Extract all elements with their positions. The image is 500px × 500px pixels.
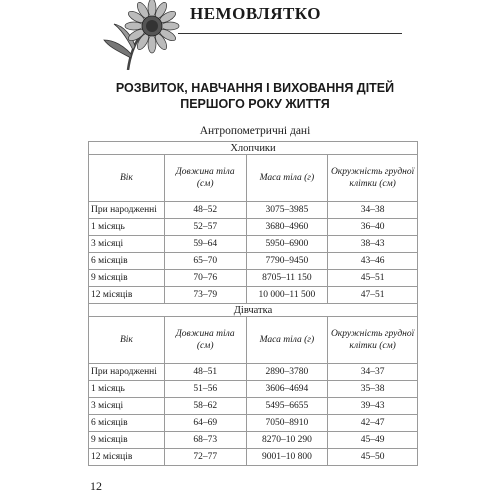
sunflower-icon (100, 0, 180, 70)
cell-chest: 39–43 (328, 398, 418, 415)
table-row (89, 381, 418, 398)
cell-age: 1 місяць (89, 219, 165, 236)
cell-age: При народженні (89, 202, 165, 219)
table-row (89, 202, 418, 219)
table-row (89, 449, 418, 466)
table-row (89, 398, 418, 415)
column-header-chest: Окружність грудної клітки (см) (328, 317, 418, 364)
column-header-row (89, 317, 418, 364)
table-row (89, 270, 418, 287)
column-header-weight: Маса тіла (г) (246, 155, 328, 202)
table-row (89, 432, 418, 449)
column-header-length: Довжина тіла (см) (164, 317, 246, 364)
cell-length: 48–52 (164, 202, 246, 219)
cell-weight: 5495–6655 (246, 398, 328, 415)
cell-length: 72–77 (164, 449, 246, 466)
section-title (90, 80, 420, 112)
cell-length: 68–73 (164, 432, 246, 449)
cell-length: 73–79 (164, 287, 246, 304)
cell-chest: 43–46 (328, 253, 418, 270)
cell-chest: 38–43 (328, 236, 418, 253)
cell-chest: 45–51 (328, 270, 418, 287)
table-row (89, 364, 418, 381)
table-row (89, 236, 418, 253)
table-row (89, 287, 418, 304)
cell-chest: 47–51 (328, 287, 418, 304)
cell-weight: 5950–6900 (246, 236, 328, 253)
section-title-line-2: ПЕРШОГО РОКУ ЖИТТЯ (180, 97, 330, 111)
cell-age: 3 місяці (89, 398, 165, 415)
cell-weight: 8270–10 290 (246, 432, 328, 449)
cell-chest: 36–40 (328, 219, 418, 236)
cell-weight: 3606–4694 (246, 381, 328, 398)
table-row (89, 219, 418, 236)
cell-chest: 45–49 (328, 432, 418, 449)
table-row (89, 253, 418, 270)
group-name: Хлопчики (89, 142, 418, 155)
group-name: Дівчатка (89, 304, 418, 317)
section-title-line-1: РОЗВИТОК, НАВЧАННЯ І ВИХОВАННЯ ДІТЕЙ (115, 81, 395, 95)
cell-chest: 42–47 (328, 415, 418, 432)
cell-length: 51–56 (164, 381, 246, 398)
cell-length: 58–62 (164, 398, 246, 415)
cell-age: 12 місяців (89, 449, 165, 466)
cell-weight: 9001–10 800 (246, 449, 328, 466)
cell-chest: 34–38 (328, 202, 418, 219)
cell-age: 1 місяць (89, 381, 165, 398)
column-header-age: Вік (89, 155, 165, 202)
table-row (89, 415, 418, 432)
column-header-chest: Окружність грудної клітки (см) (328, 155, 418, 202)
column-header-length: Довжина тіла (см) (164, 155, 246, 202)
cell-weight: 10 000–11 500 (246, 287, 328, 304)
column-header-row (89, 155, 418, 202)
cell-chest: 45–50 (328, 449, 418, 466)
cell-age: При народженні (89, 364, 165, 381)
cell-age: 6 місяців (89, 253, 165, 270)
group-header-row (89, 142, 418, 155)
column-header-weight: Маса тіла (г) (246, 317, 328, 364)
cell-chest: 35–38 (328, 381, 418, 398)
cell-weight: 7790–9450 (246, 253, 328, 270)
cell-length: 48–51 (164, 364, 246, 381)
header-rule (178, 33, 402, 34)
cell-weight: 8705–11 150 (246, 270, 328, 287)
cell-chest: 34–37 (328, 364, 418, 381)
table-caption: Антропометричні дані (199, 125, 311, 137)
cell-length: 70–76 (164, 270, 246, 287)
cell-age: 3 місяці (89, 236, 165, 253)
column-header-age: Вік (89, 317, 165, 364)
page-header-title: НЕМОВЛЯТКО (190, 4, 321, 23)
cell-weight: 3680–4960 (246, 219, 328, 236)
anthropometric-table (88, 141, 418, 466)
cell-age: 6 місяців (89, 415, 165, 432)
cell-age: 9 місяців (89, 432, 165, 449)
cell-length: 64–69 (164, 415, 246, 432)
cell-weight: 2890–3780 (246, 364, 328, 381)
cell-weight: 3075–3985 (246, 202, 328, 219)
page-number: 12 (90, 479, 102, 493)
group-header-row (89, 304, 418, 317)
cell-weight: 7050–8910 (246, 415, 328, 432)
cell-age: 9 місяців (89, 270, 165, 287)
cell-age: 12 місяців (89, 287, 165, 304)
cell-length: 52–57 (164, 219, 246, 236)
cell-length: 65–70 (164, 253, 246, 270)
cell-length: 59–64 (164, 236, 246, 253)
